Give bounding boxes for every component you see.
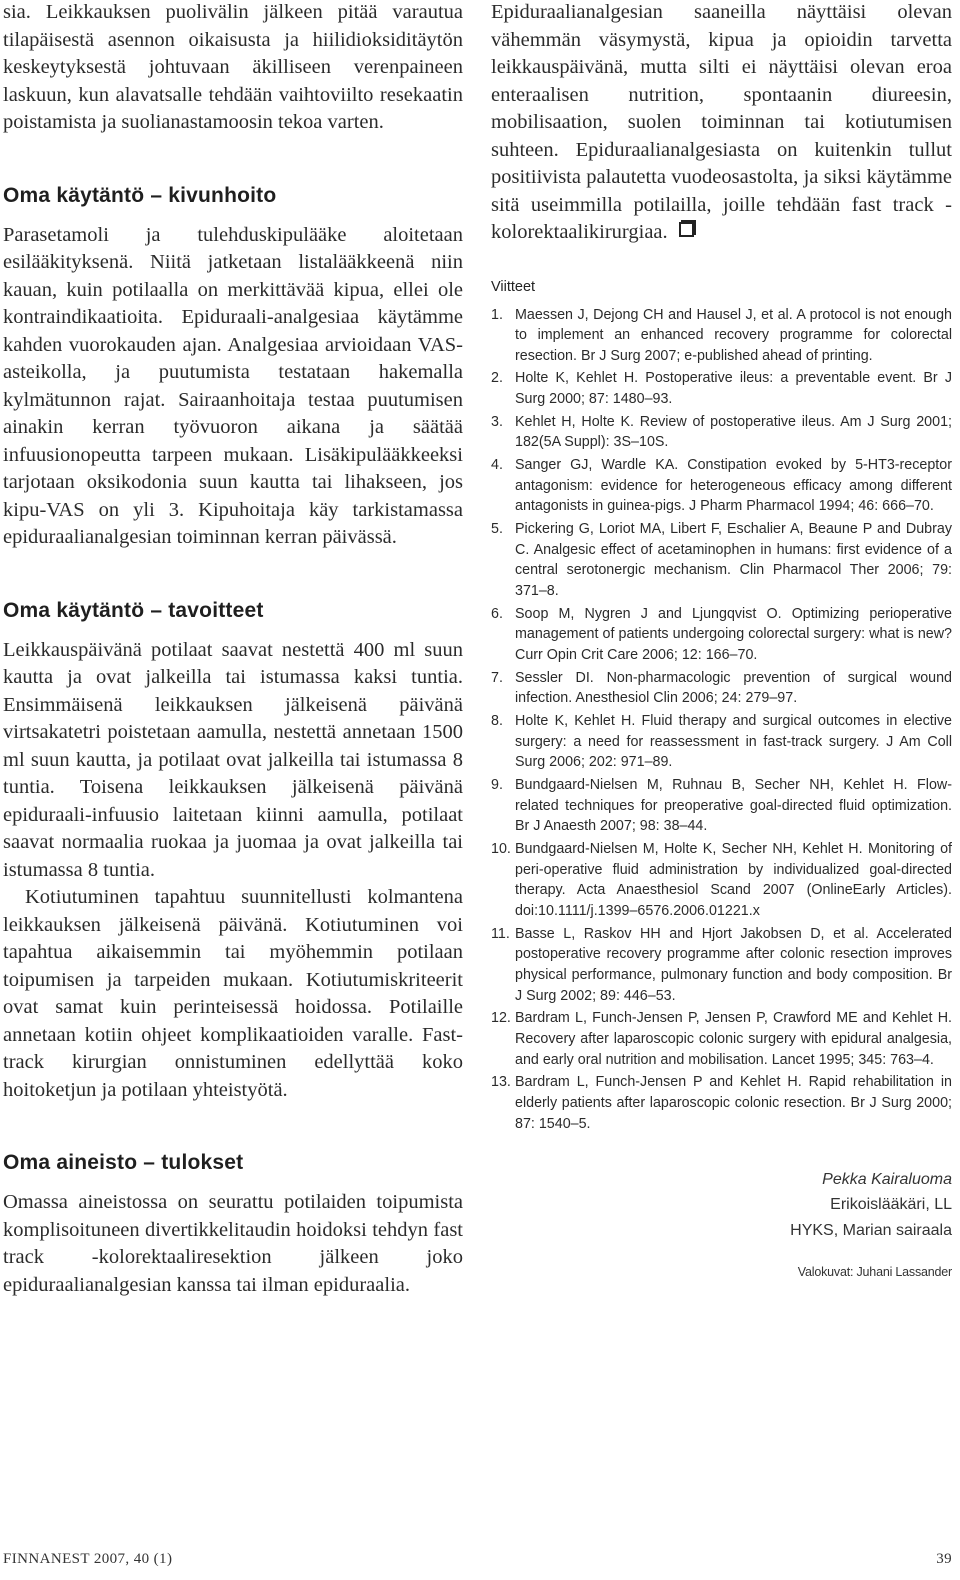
author-title: Erikoislääkäri, LL <box>830 1196 952 1214</box>
reference-text: Sanger GJ, Wardle KA. Constipation evoked by 5-HT3-receptor antagonism: evidence for heterogeneous efficacy among different antagonists in guinea-pigs. J Pharm Pharmacol 1994; 46: 666–70. <box>515 456 952 515</box>
reference-number: 6. <box>491 605 503 622</box>
page-footer <box>3 1551 952 1568</box>
reference-text: Basse L, Raskov HH and Hjort Jakobsen D, et al. Accelerated postoperative recovery programme after colonic resection improves physical performance, pulmonary function and body composition. Br J Surg 2002; 89: 446–53. <box>515 925 952 1004</box>
reference-item <box>491 519 952 602</box>
reference-number: 3. <box>491 413 503 430</box>
section-heading-goals: Oma käytäntö – tavoitteet <box>3 598 264 622</box>
reference-text: Bardram L, Funch-Jensen P and Kehlet H. Rapid rehabilitation in elderly patients after laparoscopic colonic resection. Br J Surg 2000; 87: 1540–5. <box>515 1074 952 1132</box>
reference-number: 7. <box>491 669 503 686</box>
reference-number: 12. <box>491 1010 511 1027</box>
right-intro-text: Epiduraalianalgesian saaneilla näyttäisi olevan vähemmän väsymystä, kipua ja opioidin tarvetta leikkauspäivänä, mutta silti ei näyttäisi olevan eroa enteraalisen nutrition, spontaanin diureesin, mobilisaation, suolen toiminnan tai kotiutumisen suhteen. Epiduraalianalgesiasta on kuitenkin tullut positiivista palautetta vuodeosastolta, ja siksi käytämme sitä useimmilla potilailla, joille tehdään fast track -kolorektaalikirurgiaa. <box>491 1 952 243</box>
reference-text: Soop M, Nygren J and Ljungqvist O. Optimizing perioperative management of patients undergoing colorectal surgery: what is new? Curr Opin Crit Care 2006; 12: 166–70. <box>515 605 952 664</box>
reference-item <box>491 668 952 710</box>
square-end-mark-icon <box>679 222 694 237</box>
reference-text: Pickering G, Loriot MA, Libert F, Eschalier A, Beaune P and Dubray C. Analgesic effect of acetaminophen in humans: first evidence of a central serotonergic mechanism. Clin Pharmacol Ther 2006; 79: 371–8. <box>515 520 952 600</box>
reference-text: Kehlet H, Holte K. Review of postoperative ileus. Am J Surg 2001; 182(5A Suppl): 3S–10S. <box>515 413 952 451</box>
pain-paragraph: Parasetamoli ja tulehduskipulääke aloitetaan esilääkityksenä. Niitä jatketaan listalääkkeenä niin kauan, kuin potilaalla on merkittävää kipua, ellei ole kontraindikaatioita. Epiduraali-analgesiaa käytämme kahden vuorokauden ajan. Analgesiaa arvioidaan VAS-asteikolla, ja puutumista testataan hakemalla kylmätunnon rajat. Sairaanhoitaja testaa puutumisen ainakin kerran työvuoron aikana ja säätää infuusionopeutta tarpeen mukaan. Lisäkipulääkkeeksi tarjotaan oksikodonia suun kautta tai lihakseen, jos kipu-VAS on yli 3. Kipuhoitaja käy tarkistamassa epiduraalianalgesian toiminnan kerran päivässä. <box>3 223 463 548</box>
reference-text: Sessler DI. Non-pharmacologic prevention of surgical wound infection. Anesthesiol Clin 2006; 24: 279–97. <box>515 669 952 707</box>
photo-credit: Valokuvat: Juhani Lassander <box>797 1265 952 1280</box>
reference-item <box>491 839 952 922</box>
reference-item <box>491 775 952 837</box>
reference-item <box>491 924 952 1007</box>
reference-number: 10. <box>491 840 511 857</box>
reference-item <box>491 455 952 517</box>
reference-text: Holte K, Kehlet H. Postoperative ileus: a preventable event. Br J Surg 2000; 87: 1480–93. <box>515 370 952 408</box>
reference-number: 1. <box>491 306 503 323</box>
reference-item <box>491 1072 952 1134</box>
reference-number: 13. <box>491 1074 511 1091</box>
section-heading-pain: Oma käytäntö – kivunhoito <box>3 183 277 207</box>
reference-item <box>491 711 952 773</box>
reference-text: Bundgaard-Nielsen M, Ruhnau B, Secher NH, Kehlet H. Flow-related techniques for preoperative goal-directed fluid optimization. Br J Anaesth 2007; 98: 38–44. <box>515 776 952 835</box>
reference-number: 8. <box>491 712 503 729</box>
left-column <box>3 0 463 1299</box>
author-affiliation: HYKS, Marian sairaala <box>790 1221 952 1239</box>
intro-paragraph: sia. Leikkauksen puolivälin jälkeen pitää varautua tilapäisestä asennon oikaisusta ja hiilidioksiditäytön keskeytyksestä johtuvaan äkilliseen verenpaineen laskuun, kun alavatsalle tehdään vaihtoviilto resekaatin poistamista ja suolianastamoosin tekoa varten. <box>3 1 463 133</box>
references-heading: Viitteet <box>491 278 536 295</box>
reference-item <box>491 1008 952 1070</box>
author-name: Pekka Kairaluoma <box>822 1170 952 1188</box>
goals-paragraph-2: Kotiutuminen tapahtuu suunnitellusti kolmantena leikkauksen jälkeisenä päivänä. Kotiutuminen voi tapahtua aikaisemmin tai myöhemmin potilaan toipumisen ja tarpeiden mukaan. Kotiutumiskriteerit ovat samat kuin perinteisessä hoidossa. Potilaille annetaan kotiin ohjeet komplikaatioiden varalle. Fast-track kirurgian onnistuminen edellyttää koko hoitoketjun ja potilaan yhteistyötä. <box>3 886 463 1101</box>
author-block <box>491 1167 952 1244</box>
page-number: 39 <box>936 1551 952 1567</box>
reference-item <box>491 368 952 410</box>
reference-item <box>491 604 952 666</box>
right-intro-paragraph <box>491 0 952 247</box>
reference-number: 5. <box>491 520 503 537</box>
reference-text: Bardram L, Funch-Jensen P, Jensen P, Crawford ME and Kehlet H. Recovery after laparoscopic colonic surgery with epidural analgesia, and early oral nutrition and mobilisation. Lancet 1995; 345: 763–4. <box>515 1010 952 1068</box>
reference-item <box>491 305 952 367</box>
reference-number: 11. <box>491 925 510 942</box>
reference-number: 2. <box>491 370 503 387</box>
reference-item <box>491 412 952 454</box>
reference-text: Maessen J, Dejong CH and Hausel J, et al. A protocol is not enough to implement an enhanced recovery programme for colorectal resection. Br J Surg 2007; e-published ahead of printing. <box>515 306 952 365</box>
reference-text: Bundgaard-Nielsen M, Holte K, Secher NH, Kehlet H. Monitoring of peri-operative fluid administration by individualized goal-directed therapy. Acta Anaesthesiol Scand 2007 (OnlineEarly Articles). doi:10.1111/j.1399–6576.2006.01221.x <box>515 840 952 920</box>
reference-number: 4. <box>491 456 503 473</box>
references-list <box>491 305 952 1135</box>
reference-text: Holte K, Kehlet H. Fluid therapy and surgical outcomes in elective surgery: a need for reassessment in fast-track surgery. J Am Coll Surg 2006; 202: 971–89. <box>515 712 952 771</box>
section-heading-results: Oma aineisto – tulokset <box>3 1151 244 1174</box>
goals-paragraph-1: Leikkauspäivänä potilaat saavat nestettä 400 ml suun kautta ja ovat jalkeilla tai istumassa kaksi tuntia. Ensimmäisenä leikkauksen jälkeisenä päivänä virtsakatetri poistetaan aamulla, nestettä annetaan 1500 ml suun kautta, ja potilaat ovat jalkeilla tai istumassa 8 tuntia. Toisena leikkauksen jälkeisenä päivänä epiduraali-infuusio laitetaan kiinni aamulla, potilaat saavat normaalia ruokaa ja juomaa ja ovat jalkeilla tai istumassa 8 tuntia. <box>3 638 463 881</box>
results-paragraph: Omassa aineistossa on seurattu potilaiden toipumista komplisoituneen divertikkelitaudin hoidoksi tehdyn fast track -kolorektaaliresektion jälkeen joko epiduraalianalgesian kanssa tai ilman epiduraalia. <box>3 1191 463 1296</box>
right-column <box>491 0 952 1279</box>
reference-number: 9. <box>491 776 503 793</box>
journal-citation: FINNANEST 2007, 40 (1) <box>3 1551 173 1567</box>
